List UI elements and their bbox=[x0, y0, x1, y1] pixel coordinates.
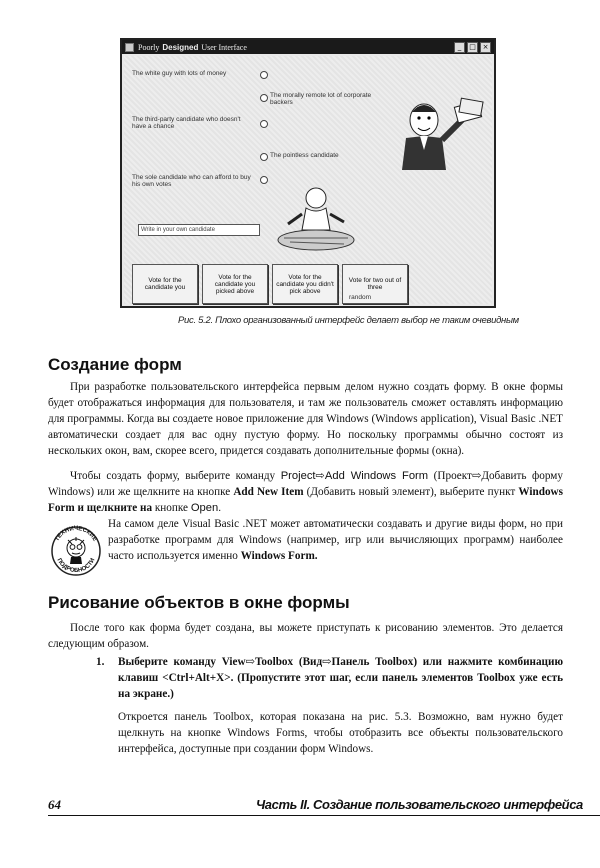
windows-form-term: Windows Form и щелкните на bbox=[48, 486, 563, 514]
radio-2 bbox=[260, 94, 268, 102]
rich-man-illustration bbox=[386, 90, 486, 170]
open-button-term: Open. bbox=[190, 502, 222, 514]
maximize-icon: □ bbox=[467, 42, 478, 53]
note-text bbox=[108, 516, 563, 564]
icon-text-top: ТЕХНИЧЕСКИЕ bbox=[54, 526, 98, 543]
window-title-part1: Poorly bbox=[138, 42, 160, 52]
p2-text-b: (Проект⇨Добавить форму Windows) или же щелкните на кнопке bbox=[48, 470, 563, 498]
form-client-area bbox=[124, 56, 492, 304]
radio-3 bbox=[260, 120, 268, 128]
label-candidate-4: The pointless candidate bbox=[270, 152, 339, 159]
vote-button-2 bbox=[202, 264, 268, 304]
window-title-part2: Designed bbox=[162, 42, 199, 52]
note-text-a: На самом деле Visual Basic .NET может автоматически создавать и другие виды форм, но при разработке программ для Windows (например, игр или вычисляющих программ) наиболее часто используется именно bbox=[108, 518, 563, 562]
vote-button-2-label: Vote for the candidate you picked above bbox=[214, 273, 256, 295]
radio-4 bbox=[260, 153, 268, 161]
paragraph-draw-intro: После того как форма будет создана, вы можете приступать к рисованию элементов. Это делается следующим образом. bbox=[48, 622, 563, 650]
page-number: 64 bbox=[48, 797, 61, 812]
step-1-number: 1. bbox=[96, 656, 105, 668]
write-in-textbox: Write in your own candidate bbox=[138, 224, 260, 236]
vote-button-3-label: Vote for the candidate you didn't pick above bbox=[276, 273, 334, 295]
random-label: random bbox=[349, 294, 372, 301]
radio-1 bbox=[260, 71, 268, 79]
step-1-text: Выберите команду View⇨Toolbox (Вид⇨Панель Toolbox) или нажмите комбинацию клавиш <Ctrl+Alt+X>. (Пропустите этот шаг, если панель элементов Toolbox уже есть на экране.) bbox=[118, 656, 563, 700]
paragraph-intro: При разработке пользовательского интерфейса первым делом нужно создать форму. В окне формы будет отображаться информация для пользователя, и там же пользователь сможет оставлять информацию для программы. Когда вы создаете новое приложение для Windows (Windows application), Visual Basic .NET автоматически создает для вас одну пустую форму. Но поскольку программы обычно состоят из нескольких окон, вам, скорее всего, придется создавать дополнительные формы (окна). bbox=[48, 381, 563, 457]
technical-details-icon bbox=[48, 520, 104, 578]
p2-text-c: (Добавить новый элемент), выберите пункт bbox=[303, 486, 519, 498]
step-1-instruction bbox=[96, 654, 563, 702]
close-icon: × bbox=[480, 42, 491, 53]
minimize-icon: _ bbox=[454, 42, 465, 53]
add-new-item-term: Add New Item bbox=[233, 486, 304, 498]
icon-text-bottom: ПОДРОБНОСТИ bbox=[55, 557, 97, 575]
p2-text-d: кнопке bbox=[152, 502, 191, 514]
figure-caption: Рис. 5.2. Плохо организованный интерфейс делает выбор не таким очевидным bbox=[178, 315, 519, 326]
section-heading-draw-objects: Рисование объектов в окне формы bbox=[48, 593, 350, 612]
window-title-part3: User Interface bbox=[201, 42, 247, 52]
vote-button-1 bbox=[132, 264, 198, 304]
footer-rule bbox=[48, 815, 600, 816]
figure-window-screenshot bbox=[120, 38, 496, 308]
vote-button-4-label: Vote for two out of three bbox=[348, 277, 402, 291]
note-text-b: Windows Form. bbox=[240, 550, 318, 562]
step-1-explanation: Откроется панель Toolbox, которая показана на рис. 5.3. Возможно, вам нужно будет щелкнуть на кнопке Windows Forms, чтобы отобразить все объекты пользовательского интерфейса, доступные при создании форм Windows. bbox=[118, 711, 563, 755]
radio-5 bbox=[260, 176, 268, 184]
p2-text-a: Чтобы создать форму, выберите команду bbox=[70, 470, 281, 482]
running-title: Часть II. Создание пользовательского интерфейса bbox=[256, 797, 583, 812]
app-icon bbox=[125, 43, 134, 52]
menu-command-add-form: Project⇨Add Windows Form bbox=[280, 470, 429, 482]
section-heading-create-forms: Создание форм bbox=[48, 355, 182, 374]
window-titlebar bbox=[122, 40, 494, 54]
vote-button-1-label: Vote for the candidate you bbox=[144, 277, 186, 291]
label-candidate-5: The sole candidate who can afford to buy his own votes bbox=[132, 174, 251, 188]
label-candidate-1: The white guy with lots of money bbox=[132, 70, 227, 77]
label-candidate-3: The third-party candidate who doesn't have a chance bbox=[132, 116, 241, 130]
paragraph-create-form bbox=[48, 468, 563, 516]
man-on-money-illustration bbox=[274, 184, 364, 254]
label-candidate-2: The morally remote lot of corporate backers bbox=[270, 92, 372, 106]
vote-button-3 bbox=[272, 264, 338, 304]
